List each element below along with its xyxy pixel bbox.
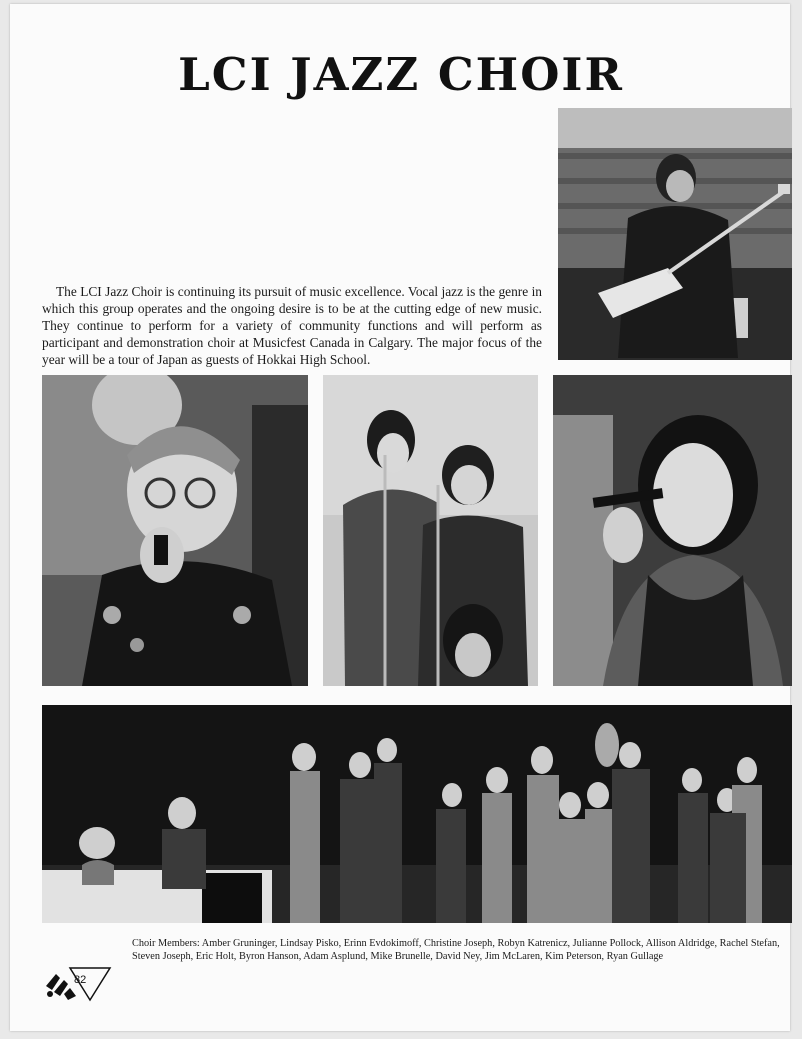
photo-girl-singing <box>553 375 792 686</box>
photo-choir-on-stage <box>42 705 792 923</box>
photo-bass-guitarist <box>558 108 792 360</box>
page-title: LCI JAZZ CHOIR <box>178 48 624 101</box>
page-number: 82 <box>74 974 87 986</box>
photo-boy-singing <box>42 375 308 686</box>
intro-paragraph: The LCI Jazz Choir is continuing its pursuit of music excellence. Vocal jazz is the genre in which this group operates and the ongoing desire is to be at the cutting edge of new music. They continue to perform for a variety of community functions and will perform as participant and demonstration choir at Musicfest Canada in Calgary. The major focus of the year will be a tour of Japan as guests of Hokkai High School. <box>42 284 542 367</box>
photo-girls-at-microphones <box>323 375 538 686</box>
choir-members-caption: Choir Members: Amber Gruninger, Lindsay Pisko, Erinn Evdokimoff, Christine Joseph, Robyn Katrenicz, Julianne Pollock, Allison Aldridge, Rachel Stefan, Steven Joseph, Eric Holt, Byron Hanson, Adam Asplund, Mike Brunelle, David Ney, Jim McLaren, Kim Peterson, Ryan Gullage <box>132 938 780 962</box>
